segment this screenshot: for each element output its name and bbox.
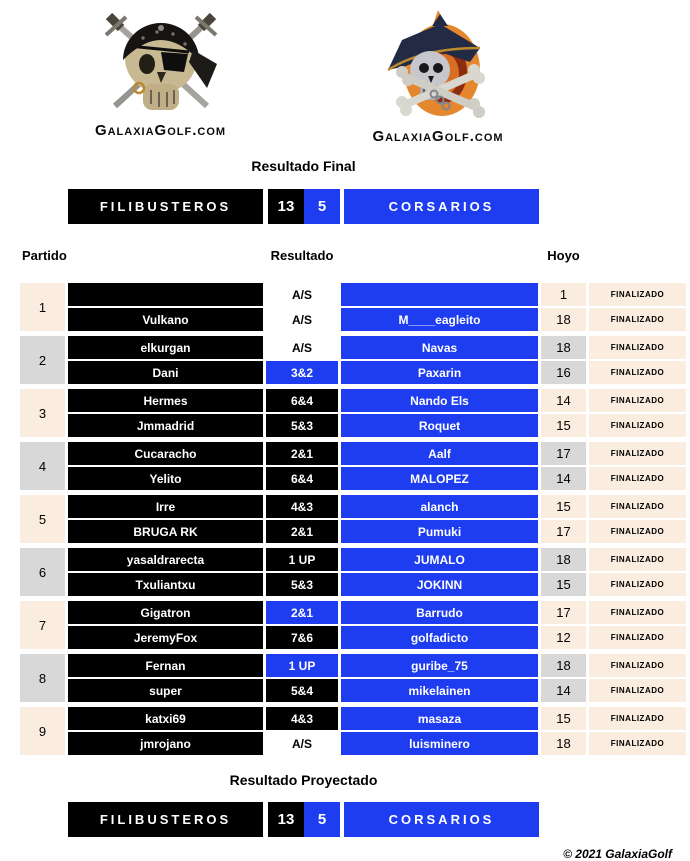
status-badge: FINALIZADO (589, 283, 686, 306)
player-corsario: MALOPEZ (341, 467, 538, 490)
match-number: 9 (20, 707, 65, 755)
result-cell: 4&3 (266, 495, 338, 518)
status-badge: FINALIZADO (589, 707, 686, 730)
player-filibustero: katxi69 (68, 707, 263, 730)
final-scoreboard (68, 189, 539, 224)
match-rows (68, 548, 686, 596)
corsario-skull-ring-icon (382, 8, 494, 126)
hole-number: 12 (541, 626, 586, 649)
match-row (68, 283, 686, 306)
hole-number: 17 (541, 442, 586, 465)
match-number: 5 (20, 495, 65, 543)
match-rows (68, 283, 686, 331)
player-corsario: masaza (341, 707, 538, 730)
result-cell: A/S (266, 732, 338, 755)
status-badge: FINALIZADO (589, 679, 686, 702)
player-filibustero (68, 283, 263, 306)
player-filibustero: Txuliantxu (68, 573, 263, 596)
result-cell: A/S (266, 336, 338, 359)
player-filibustero: yasaldrarecta (68, 548, 263, 571)
status-badge: FINALIZADO (589, 626, 686, 649)
status-badge: FINALIZADO (589, 654, 686, 677)
match-group (20, 495, 686, 543)
match-rows (68, 654, 686, 702)
match-group (20, 336, 686, 384)
match-row (68, 414, 686, 437)
result-cell: 2&1 (266, 442, 338, 465)
filibusteros-score: 13 (268, 189, 304, 224)
player-corsario: Navas (341, 336, 538, 359)
copyright-text: © 2021 GalaxiaGolf (563, 847, 672, 861)
match-group (20, 389, 686, 437)
match-number: 3 (20, 389, 65, 437)
match-number: 8 (20, 654, 65, 702)
status-badge: FINALIZADO (589, 361, 686, 384)
match-row (68, 442, 686, 465)
match-row (68, 573, 686, 596)
match-number: 1 (20, 283, 65, 331)
player-filibustero: Cucaracho (68, 442, 263, 465)
player-filibustero: super (68, 679, 263, 702)
result-cell: 4&3 (266, 707, 338, 730)
match-row (68, 654, 686, 677)
match-number: 6 (20, 548, 65, 596)
column-header-resultado: Resultado (270, 248, 334, 263)
team-corsarios-label: CORSARIOS (344, 802, 539, 837)
match-row (68, 707, 686, 730)
match-group (20, 654, 686, 702)
match-row (68, 520, 686, 543)
result-cell: 6&4 (266, 389, 338, 412)
match-row (68, 548, 686, 571)
player-filibustero: Irre (68, 495, 263, 518)
projected-result-title: Resultado Proyectado (229, 772, 378, 788)
result-cell: A/S (266, 308, 338, 331)
result-cell: 2&1 (266, 520, 338, 543)
hole-number: 1 (541, 283, 586, 306)
column-header-hoyo: Hoyo (547, 248, 580, 263)
status-badge: FINALIZADO (589, 520, 686, 543)
hole-number: 17 (541, 520, 586, 543)
player-corsario: Roquet (341, 414, 538, 437)
match-row (68, 389, 686, 412)
result-cell: 3&2 (266, 361, 338, 384)
player-filibustero: BRUGA RK (68, 520, 263, 543)
pirate-skull-swords-icon (95, 8, 227, 120)
player-corsario: mikelainen (341, 679, 538, 702)
status-badge: FINALIZADO (589, 573, 686, 596)
status-badge: FINALIZADO (589, 442, 686, 465)
match-group (20, 601, 686, 649)
result-cell: 6&4 (266, 467, 338, 490)
player-corsario: M____eagleito (341, 308, 538, 331)
player-corsario (341, 283, 538, 306)
player-corsario: JOKINN (341, 573, 538, 596)
match-row (68, 336, 686, 359)
column-header-partido: Partido (22, 248, 67, 263)
player-corsario: Nando Els (341, 389, 538, 412)
hole-number: 14 (541, 389, 586, 412)
player-filibustero: Gigatron (68, 601, 263, 624)
player-filibustero: Jmmadrid (68, 414, 263, 437)
match-row (68, 361, 686, 384)
hole-number: 15 (541, 707, 586, 730)
hole-number: 14 (541, 467, 586, 490)
hole-number: 18 (541, 336, 586, 359)
result-cell: 1 UP (266, 548, 338, 571)
match-group (20, 442, 686, 490)
match-row (68, 308, 686, 331)
player-corsario: Paxarin (341, 361, 538, 384)
match-rows (68, 442, 686, 490)
status-badge: FINALIZADO (589, 336, 686, 359)
team-filibusteros-label: FILIBUSTEROS (68, 802, 263, 837)
match-number: 7 (20, 601, 65, 649)
player-filibustero: Yelito (68, 467, 263, 490)
result-cell: 5&4 (266, 679, 338, 702)
filibusteros-score: 13 (268, 802, 304, 837)
result-cell: A/S (266, 283, 338, 306)
match-number: 2 (20, 336, 65, 384)
match-rows (68, 336, 686, 384)
match-row (68, 495, 686, 518)
status-badge: FINALIZADO (589, 495, 686, 518)
result-cell: 5&3 (266, 414, 338, 437)
team-corsarios-label: CORSARIOS (344, 189, 539, 224)
status-badge: FINALIZADO (589, 414, 686, 437)
result-cell: 2&1 (266, 601, 338, 624)
player-corsario: Pumuki (341, 520, 538, 543)
hole-number: 15 (541, 495, 586, 518)
matches-table (20, 283, 686, 755)
hole-number: 14 (541, 679, 586, 702)
player-filibustero: Vulkano (68, 308, 263, 331)
corsarios-logo (368, 8, 508, 145)
player-corsario: Barrudo (341, 601, 538, 624)
status-badge: FINALIZADO (589, 308, 686, 331)
match-number: 4 (20, 442, 65, 490)
hole-number: 15 (541, 414, 586, 437)
hole-number: 16 (541, 361, 586, 384)
match-rows (68, 707, 686, 755)
player-filibustero: Hermes (68, 389, 263, 412)
logo-caption-right: GalaxiaGolf.com (372, 128, 504, 145)
player-corsario: guribe_75 (341, 654, 538, 677)
match-group (20, 707, 686, 755)
status-badge: FINALIZADO (589, 732, 686, 755)
table-column-headers (20, 248, 670, 264)
filibusteros-logo (83, 8, 238, 139)
projected-scoreboard (68, 802, 539, 837)
header (0, 0, 690, 150)
result-cell: 7&6 (266, 626, 338, 649)
match-rows (68, 495, 686, 543)
team-filibusteros-label: FILIBUSTEROS (68, 189, 263, 224)
player-corsario: luisminero (341, 732, 538, 755)
status-badge: FINALIZADO (589, 548, 686, 571)
match-row (68, 601, 686, 624)
hole-number: 18 (541, 548, 586, 571)
status-badge: FINALIZADO (589, 467, 686, 490)
player-filibustero: JeremyFox (68, 626, 263, 649)
hole-number: 17 (541, 601, 586, 624)
match-row (68, 679, 686, 702)
final-result-title: Resultado Final (251, 158, 356, 174)
corsarios-score: 5 (304, 802, 340, 837)
player-corsario: JUMALO (341, 548, 538, 571)
match-row (68, 732, 686, 755)
player-filibustero: jmrojano (68, 732, 263, 755)
player-corsario: golfadicto (341, 626, 538, 649)
player-filibustero: elkurgan (68, 336, 263, 359)
result-cell: 5&3 (266, 573, 338, 596)
player-corsario: alanch (341, 495, 538, 518)
match-group (20, 548, 686, 596)
match-rows (68, 389, 686, 437)
match-row (68, 467, 686, 490)
logo-caption-left: GalaxiaGolf.com (94, 122, 227, 139)
result-cell: 1 UP (266, 654, 338, 677)
hole-number: 18 (541, 308, 586, 331)
status-badge: FINALIZADO (589, 389, 686, 412)
player-filibustero: Dani (68, 361, 263, 384)
hole-number: 15 (541, 573, 586, 596)
player-corsario: Aalf (341, 442, 538, 465)
match-rows (68, 601, 686, 649)
hole-number: 18 (541, 732, 586, 755)
status-badge: FINALIZADO (589, 601, 686, 624)
player-filibustero: Fernan (68, 654, 263, 677)
hole-number: 18 (541, 654, 586, 677)
match-row (68, 626, 686, 649)
corsarios-score: 5 (304, 189, 340, 224)
match-group (20, 283, 686, 331)
